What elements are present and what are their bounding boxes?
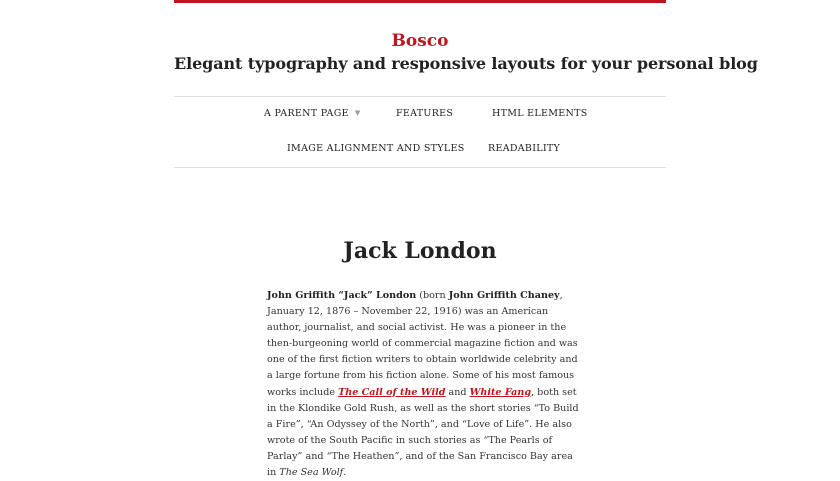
paragraph	[267, 288, 582, 481]
site-header	[174, 0, 758, 168]
italic-title: The Sea Wolf	[279, 467, 344, 479]
nav-item-label: READABILITY	[488, 143, 561, 154]
top-accent-bar	[174, 0, 666, 3]
nav-item-label: A PARENT PAGE	[264, 108, 349, 119]
nav-item-a-parent-page[interactable]	[264, 108, 361, 119]
entry-title: Jack London	[343, 238, 497, 264]
nav-item-label: HTML ELEMENTS	[492, 108, 588, 119]
nav-item-features[interactable]	[396, 108, 453, 119]
site-description: Elegant typography and responsive layouts for your personal blog	[174, 54, 758, 73]
nav-item-label: FEATURES	[396, 108, 454, 119]
text: .	[343, 467, 347, 479]
nav-item-image-alignment[interactable]	[287, 143, 465, 154]
chevron-down-icon: ▼	[354, 109, 361, 117]
text: , January 12, 1876 – November 22, 1916) was an American author, journalist, and social activist. He was a pioneer in the then-burgeoning world of commercial magazine fiction and was one of the first fiction writers to obtain worldwide celebrity and a large fortune from his fiction alone. Some of his most famous works include	[267, 290, 578, 398]
nav-item-html-elements[interactable]	[492, 108, 588, 119]
bold-name: John Griffith “Jack” London	[267, 290, 417, 301]
bold-birth-name: John Griffith Chaney	[448, 290, 560, 301]
link-call-of-the-wild[interactable]: The Call of the Wild	[338, 386, 446, 398]
text: and	[445, 386, 470, 398]
text: (born	[416, 290, 449, 301]
link-white-fang[interactable]: White Fang	[469, 386, 532, 398]
entry-content	[267, 288, 582, 481]
nav-item-readability[interactable]	[488, 143, 560, 154]
nav-item-label: IMAGE ALIGNMENT AND STYLES	[287, 143, 465, 154]
primary-navigation	[174, 96, 666, 168]
text: , both set in the Klondike Gold Rush, as well as the short stories “To Build a Fire”, “An Odyssey of the North”, and “Love of Life”. He also wrote of the South Pacific in such stories as “The Pearls of Parlay” and “The Heathen”, and of the San Francisco Bay area in	[267, 386, 579, 479]
site-title[interactable]: Bosco	[391, 31, 449, 51]
